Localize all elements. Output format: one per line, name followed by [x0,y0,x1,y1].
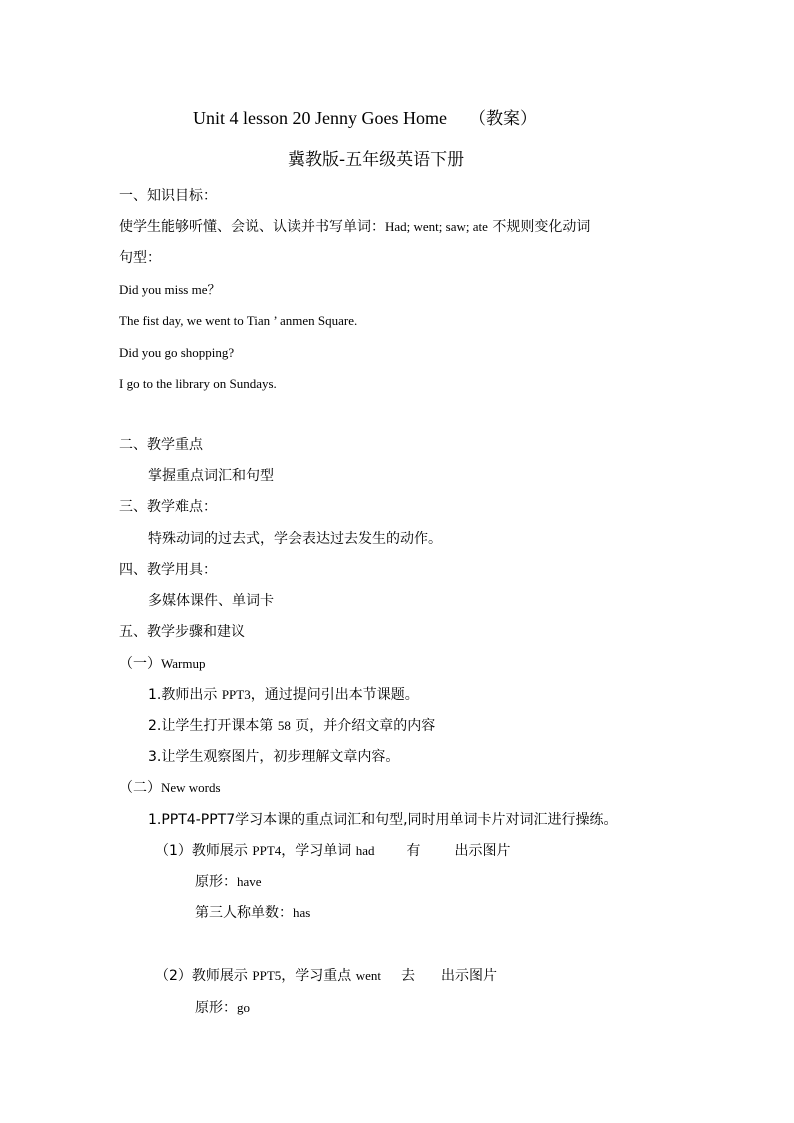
item1-action: 出示图片 [454,843,511,859]
sentence-4: I go to the library on Sundays. [119,376,277,391]
title-subtitle: 冀教版-五年级英语下册 [288,150,465,170]
item1-third: has [293,905,311,920]
title-english: Unit 4 lesson 20 Jenny Goes Home [193,108,447,128]
section2-heading: 二、教学重点 [119,437,203,453]
item2-action: 出示图片 [441,968,497,984]
item1-base-line [195,873,262,892]
item1-third-label: 第三人称单数： [195,905,293,921]
item1-base-label: 原形： [195,874,237,890]
section4-heading: 四、教学用具： [119,562,217,578]
step2-suffix: 页，并介绍文章的内容 [290,718,436,734]
item2-word: went [355,968,381,983]
item1-mid: ，学习单词 [281,843,356,859]
item2-ppt: PPT5 [252,968,282,983]
sentence-3: Did you go shopping? [119,345,235,360]
warmup-step-2 [148,717,435,736]
vocab-suffix: 不规则变化动词 [487,219,591,235]
section3-heading: 三、教学难点： [119,499,217,515]
section3-body: 特殊动词的过去式，学会表达过去发生的动作。 [148,531,442,547]
sentence-label: 句型： [119,250,161,266]
section5-heading: 五、教学步骤和建议 [119,624,245,640]
vocab-prefix: 使学生能够听懂、会说、认读并书写单词： [119,219,385,235]
part1-label: （一） [119,656,161,672]
item1-meaning: 有 [406,843,421,859]
step1-prefix: 1.教师出示 [148,687,222,703]
title-line-1 [193,107,537,130]
vocab-words: Had; went; saw; ate [385,219,488,234]
part2-label: （二） [119,780,161,796]
part1-heading [119,655,205,674]
warmup-step-3: 3.让学生观察图片，初步理解文章内容。 [148,749,400,765]
section2-body: 掌握重点词汇和句型 [148,468,274,484]
sentence-2: The fist day, we went to Tian ’ anmen Square. [119,313,358,328]
item1-base: have [237,874,262,889]
title-line-2 [288,149,464,171]
part2-name: New words [161,780,221,795]
item2-prefix: （2）教师展示 [155,968,253,984]
part1-name: Warmup [161,656,206,671]
item2-meaning: 去 [401,968,415,984]
step1-suffix: ，通过提问引出本节课题。 [250,687,419,703]
sentence-1: Did you miss me？ [119,282,221,297]
item1-ppt: PPT4 [252,843,282,858]
item1-line [155,842,511,861]
item2-base-label: 原形： [195,1000,237,1016]
section1-heading: 一、知识目标： [119,188,217,204]
item2-line [155,967,497,986]
section1-vocab-line [119,218,590,237]
warmup-step-1 [148,686,419,705]
item1-prefix: （1）教师展示 [155,843,253,859]
item1-word: had [355,843,375,858]
step1-ppt: PPT3 [221,687,251,702]
item2-base: go [237,1000,250,1015]
item1-third-line [195,904,310,923]
part2-heading [119,779,221,798]
step2-page: 58 [277,718,291,733]
section4-body: 多媒体课件、单词卡 [148,593,274,609]
title-chinese-tag: （教案） [468,109,537,129]
item2-base-line [195,999,250,1018]
step2-prefix: 2.让学生打开课本第 [148,718,278,734]
new-words-intro: 1.PPT4-PPT7学习本课的重点词汇和句型,同时用单词卡片对词汇进行操练。 [148,812,618,828]
item2-mid: ，学习重点 [281,968,356,984]
